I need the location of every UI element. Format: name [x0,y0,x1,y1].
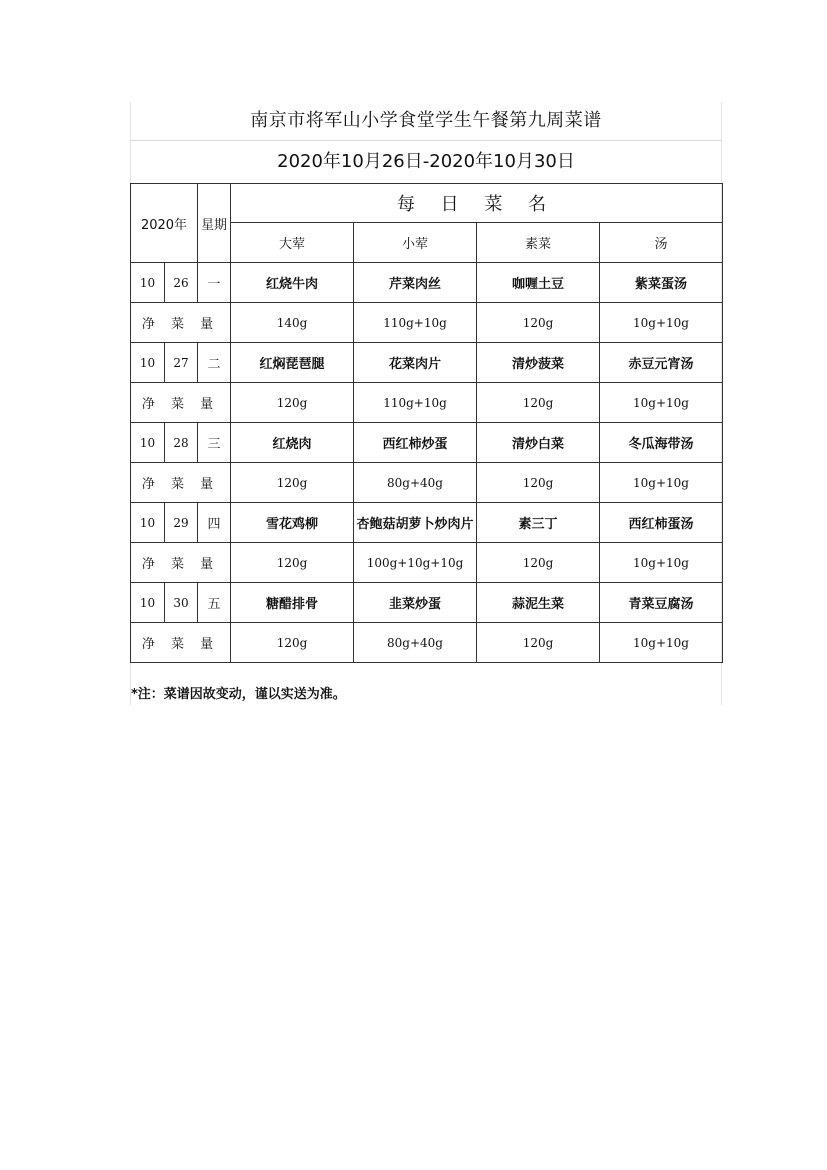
dish-small-meat: 花菜肉片 [354,343,477,383]
dish-soup: 青菜豆腐汤 [600,583,723,623]
day-cell: 28 [165,423,198,463]
dish-soup: 冬瓜海带汤 [600,423,723,463]
net-quantity-row [131,623,723,663]
menu-row [131,263,723,303]
qty-big-meat: 120g [231,463,354,503]
net-quantity-label: 净 菜 量 [131,383,231,423]
header-row-1 [131,184,723,223]
net-quantity-row [131,303,723,343]
weekday-cell: 三 [198,423,231,463]
dish-small-meat: 杏鲍菇胡萝卜炒肉片 [354,503,477,543]
dish-vegetable: 咖喱土豆 [477,263,600,303]
net-quantity-row [131,383,723,423]
column-header-vegetable: 素菜 [477,223,600,263]
net-quantity-row [131,543,723,583]
column-header-soup: 汤 [600,223,723,263]
net-quantity-label: 净 菜 量 [131,463,231,503]
net-quantity-label: 净 菜 量 [131,623,231,663]
dish-big-meat: 糖醋排骨 [231,583,354,623]
menu-body [131,263,723,663]
net-quantity-label: 净 菜 量 [131,543,231,583]
qty-small-meat: 110g+10g [354,303,477,343]
net-quantity-label: 净 菜 量 [131,303,231,343]
menu-title: 南京市将军山小学食堂学生午餐第九周菜谱 [250,110,602,131]
day-cell: 27 [165,343,198,383]
weekday-cell: 四 [198,503,231,543]
column-header-big-meat: 大荤 [231,223,354,263]
weekday-header: 星期 [198,184,231,263]
day-cell: 30 [165,583,198,623]
dish-soup: 西红柿蛋汤 [600,503,723,543]
qty-vegetable: 120g [477,383,600,423]
qty-soup: 10g+10g [600,623,723,663]
month-cell: 10 [131,423,165,463]
dish-vegetable: 清炒白菜 [477,423,600,463]
dish-small-meat: 西红柿炒蛋 [354,423,477,463]
dish-big-meat: 红焖琵琶腿 [231,343,354,383]
qty-vegetable: 120g [477,463,600,503]
qty-vegetable: 120g [477,543,600,583]
day-cell: 29 [165,503,198,543]
dish-vegetable: 蒜泥生菜 [477,583,600,623]
qty-soup: 10g+10g [600,543,723,583]
dish-big-meat: 红烧肉 [231,423,354,463]
qty-soup: 10g+10g [600,303,723,343]
dish-soup: 赤豆元宵汤 [600,343,723,383]
weekday-cell: 一 [198,263,231,303]
net-quantity-row [131,463,723,503]
qty-vegetable: 120g [477,303,600,343]
weekday-cell: 五 [198,583,231,623]
qty-big-meat: 120g [231,543,354,583]
dish-soup: 紫菜蛋汤 [600,263,723,303]
qty-soup: 10g+10g [600,383,723,423]
date-range: 2020年10月26日-2020年10月30日 [277,151,575,172]
menu-row [131,343,723,383]
month-cell: 10 [131,583,165,623]
menu-table [130,183,723,663]
dish-small-meat: 芹菜肉丝 [354,263,477,303]
qty-big-meat: 140g [231,303,354,343]
qty-big-meat: 120g [231,383,354,423]
qty-small-meat: 80g+40g [354,463,477,503]
footnote: *注：菜谱因故变动，谨以实送为准。 [131,687,346,702]
daily-dishes-header: 每 日 菜 名 [231,184,723,223]
dish-big-meat: 红烧牛肉 [231,263,354,303]
dish-small-meat: 韭菜炒蛋 [354,583,477,623]
menu-row [131,583,723,623]
qty-small-meat: 80g+40g [354,623,477,663]
dish-vegetable: 素三丁 [477,503,600,543]
month-cell: 10 [131,503,165,543]
month-cell: 10 [131,263,165,303]
menu-row [131,423,723,463]
weekday-cell: 二 [198,343,231,383]
year-header: 2020年 [131,184,198,263]
month-cell: 10 [131,343,165,383]
qty-vegetable: 120g [477,623,600,663]
qty-soup: 10g+10g [600,463,723,503]
qty-big-meat: 120g [231,623,354,663]
menu-sheet [130,102,722,663]
dish-vegetable: 清炒菠菜 [477,343,600,383]
day-cell: 26 [165,263,198,303]
menu-row [131,503,723,543]
qty-small-meat: 100g+10g+10g [354,543,477,583]
qty-small-meat: 110g+10g [354,383,477,423]
dish-big-meat: 雪花鸡柳 [231,503,354,543]
column-header-small-meat: 小荤 [354,223,477,263]
